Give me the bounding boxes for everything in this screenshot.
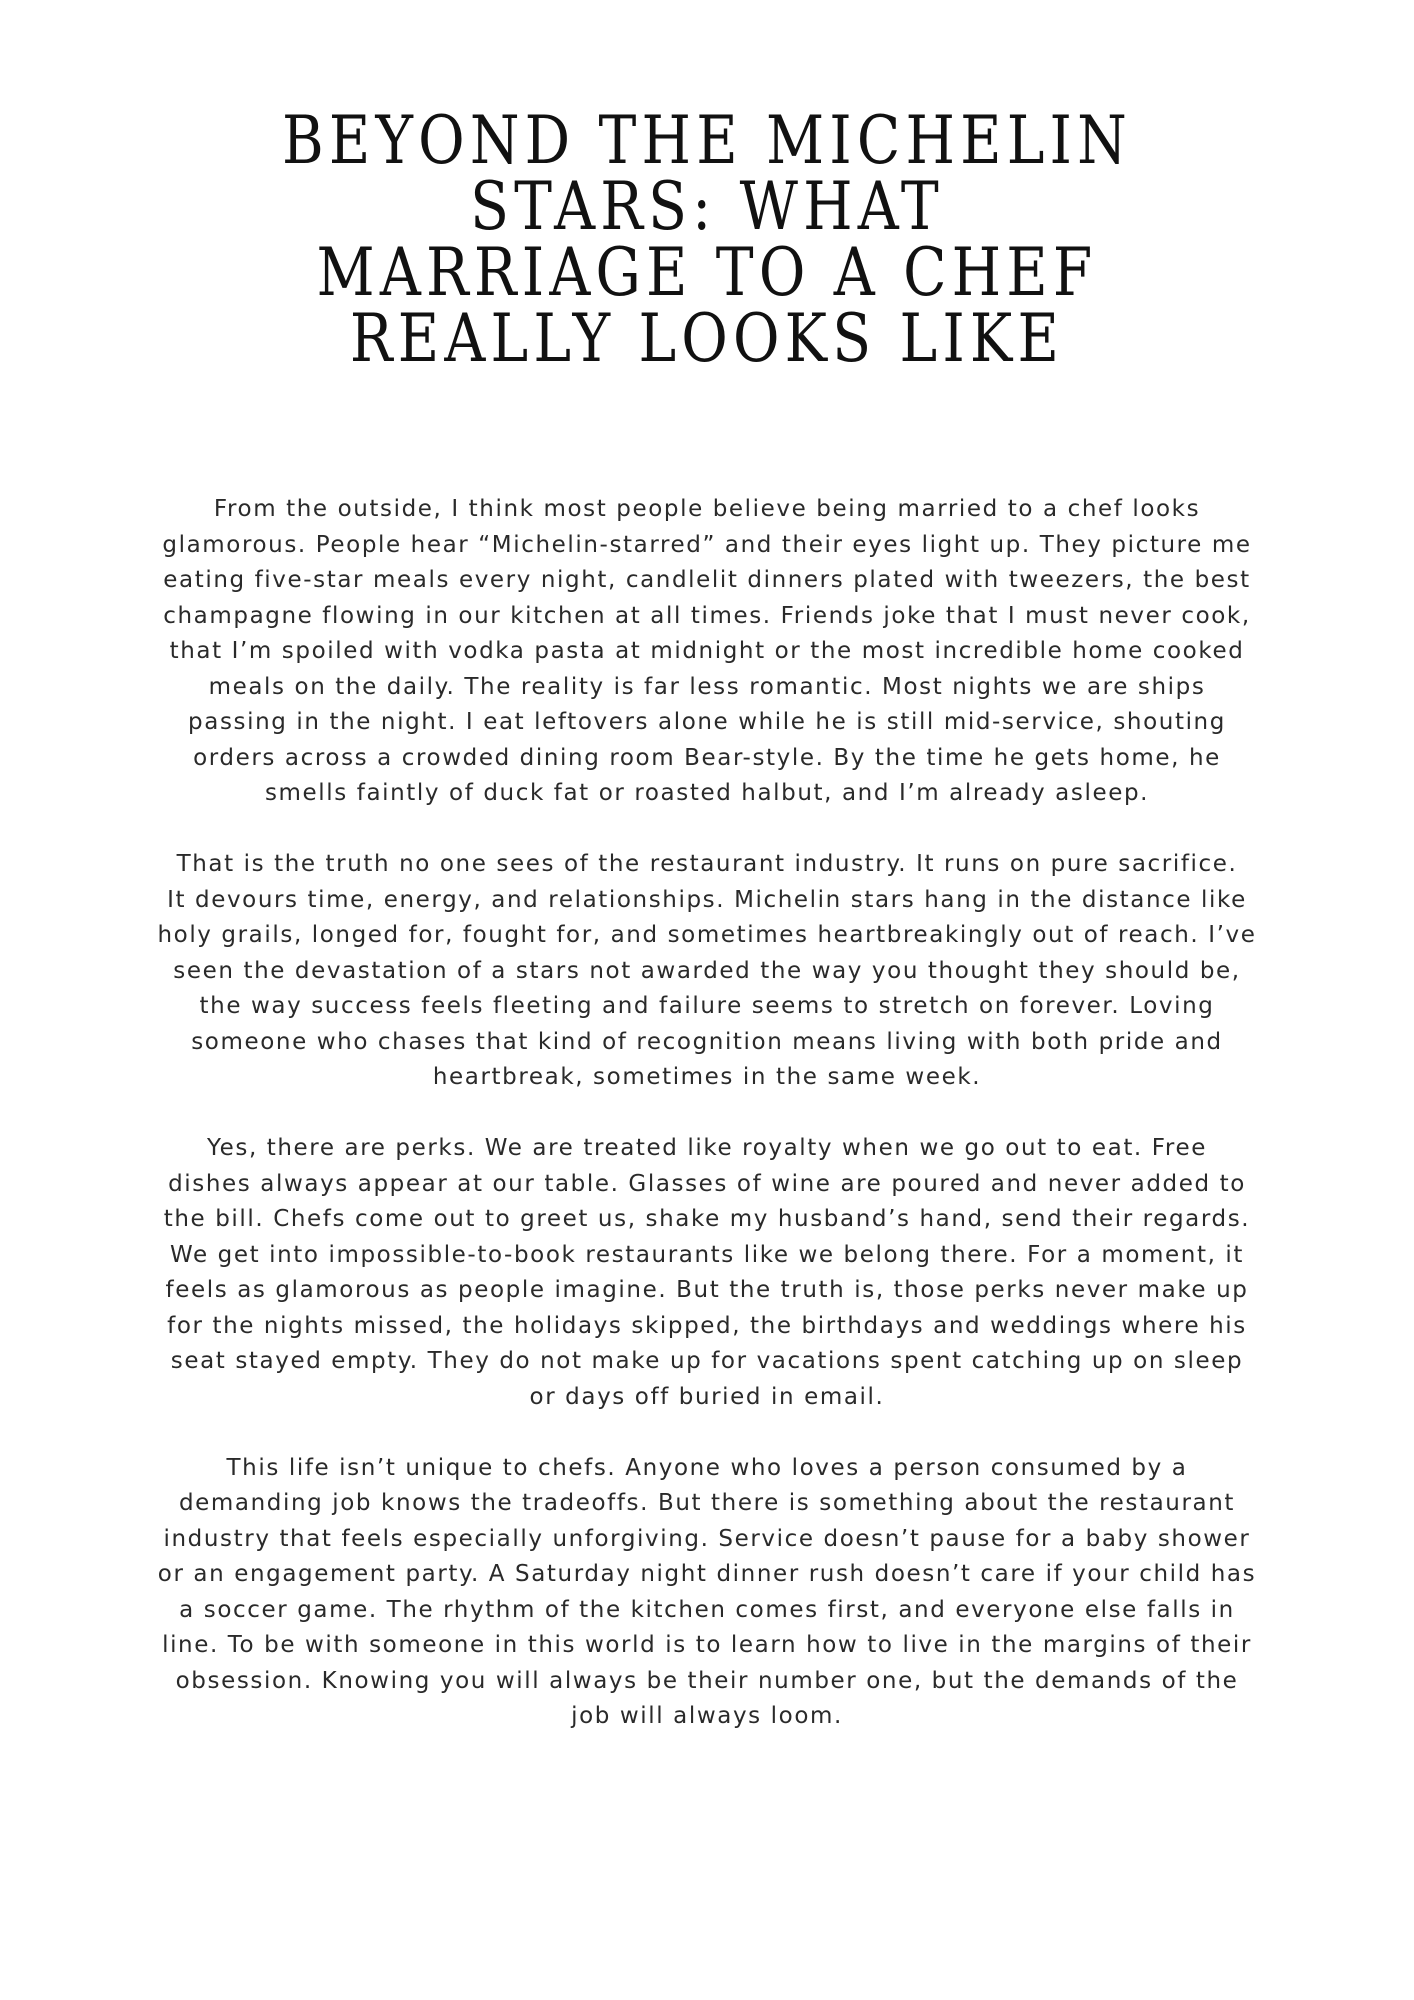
text-line: industry that feels especially unforgiving. Service doesn’t pause for a baby shower [163,1525,1251,1552]
text-line: This life isn’t unique to chefs. Anyone who loves a person consumed by a [226,1454,1188,1481]
paragraph-2 [80,847,1334,1096]
text-line: From the outside, I think most people believe being married to a chef looks [213,496,1201,522]
article-body [80,492,1334,1770]
text-line: It devours time, energy, and relationships. Michelin stars hang in the distance like [167,886,1247,913]
text-line: seat stayed empty. They do not make up for vacations spent catching up on sleep [170,1348,1244,1374]
text-line: or an engagement party. A Saturday night dinner rush doesn’t care if your child has [157,1561,1257,1587]
text-line: smells faintly of duck fat or roasted halbut, and I’m already asleep. [264,780,1150,806]
text-line: the bill. Chefs come out to greet us, shake my husband’s hand, send their regards. [163,1206,1251,1232]
text-line: eating five-star meals every night, candlelit dinners plated with tweezers, the best [163,567,1251,593]
text-line: heartbreak, sometimes in the same week. [432,1064,982,1090]
text-line: seen the devastation of a stars not awarded the way you thought they should be, [173,957,1241,984]
text-line: that I’m spoiled with vodka pasta at midnight or the most incredible home cooked [169,638,1245,664]
paragraph-4 [80,1451,1334,1735]
text-line: a soccer game. The rhythm of the kitchen comes first, and everyone else falls in [179,1596,1235,1623]
text-line: passing in the night. I eat leftovers alone while he is still mid-service, shouting [188,709,1226,735]
text-line: dishes always appear at our table. Glasses of wine are poured and never added to [168,1170,1246,1197]
text-line: holy grails, longed for, fought for, and sometimes heartbreakingly out of reach. I’ve [157,922,1257,948]
title-line: REALLY LOOKS LIKE [349,300,1065,377]
text-line: obsession. Knowing you will always be their number one, but the demands of the [175,1667,1239,1694]
article-title [99,102,1315,377]
paragraph-1 [80,492,1334,812]
title-line: BEYOND THE MICHELIN [282,102,1132,179]
text-line: We get into impossible-to-book restaurants like we belong there. For a moment, it [169,1241,1245,1268]
text-line: the way success feels fleeting and failure seems to stretch on forever. Loving [199,993,1215,1019]
text-line: meals on the daily. The reality is far less romantic. Most nights we are ships [208,673,1206,700]
text-line: line. To be with someone in this world is to learn how to live in the margins of their [162,1632,1252,1658]
paragraph-3 [80,1131,1334,1415]
text-line: for the nights missed, the holidays skipped, the birthdays and weddings where his [167,1312,1247,1339]
text-line: glamorous. People hear “Michelin-starred” and their eyes light up. They picture me [162,531,1252,558]
text-line: That is the truth no one sees of the restaurant industry. It runs on pure sacrifice. [176,851,1238,877]
title-line: STARS: WHAT [470,168,944,245]
text-line: or days off buried in email. [529,1383,885,1410]
text-line: Yes, there are perks. We are treated like royalty when we go out to eat. Free [207,1135,1207,1161]
text-line: feels as glamorous as people imagine. But the truth is, those perks never make up [165,1277,1249,1303]
text-line: champagne flowing in our kitchen at all times. Friends joke that I must never cook, [163,602,1251,629]
text-line: orders across a crowded dining room Bear-style. By the time he gets home, he [193,744,1221,771]
text-line: job will always loom. [571,1703,843,1729]
title-line: MARRIAGE TO A CHEF [316,234,1098,311]
text-line: someone who chases that kind of recognition means living with both pride and [191,1028,1223,1055]
text-line: demanding job knows the tradeoffs. But there is something about the restaurant [178,1490,1236,1516]
